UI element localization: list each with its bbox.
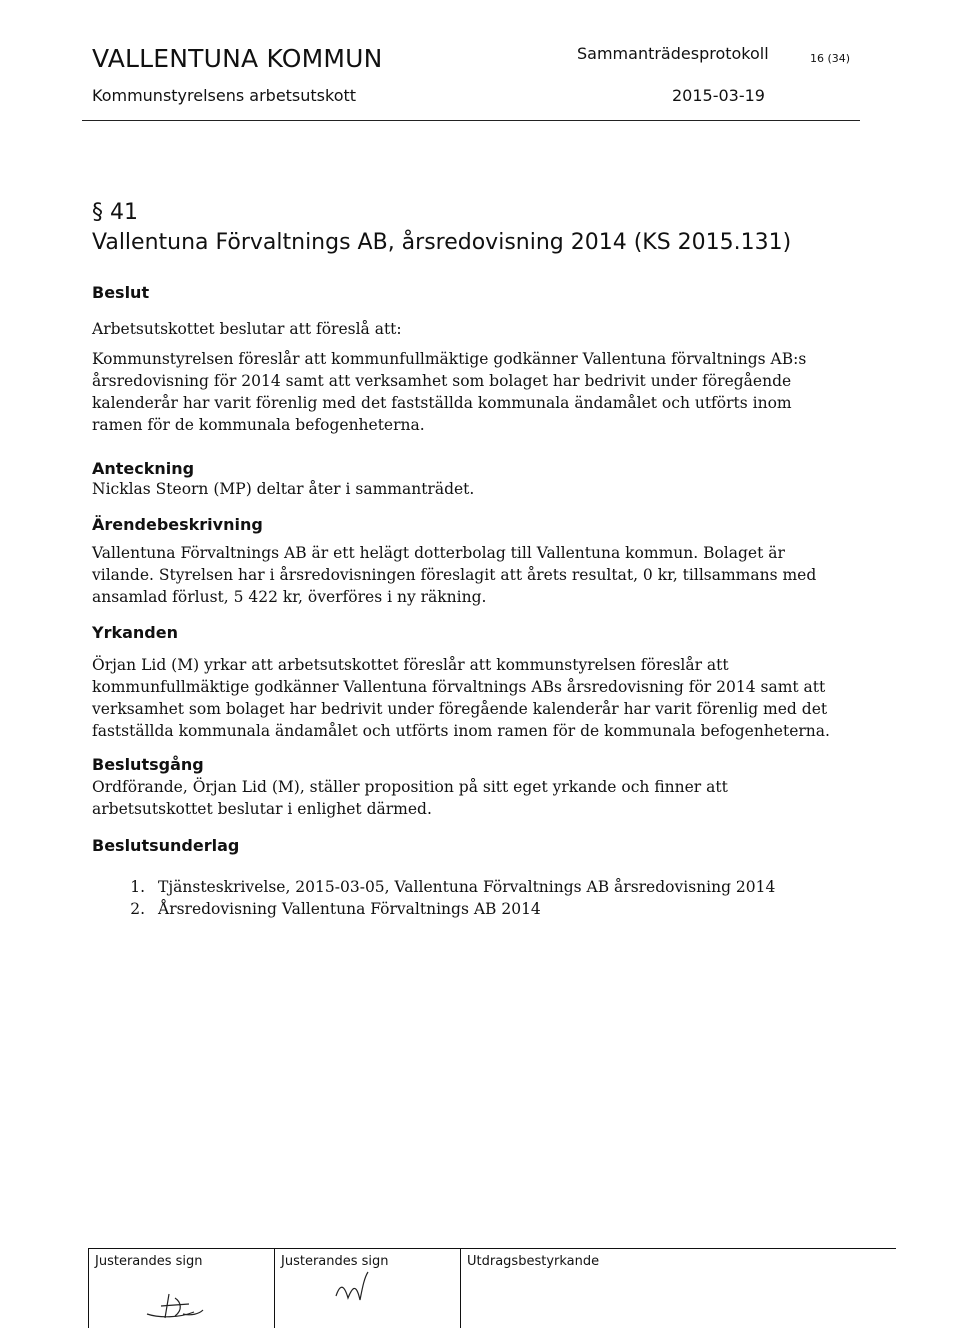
beslutsgang-heading: Beslutsgång — [92, 755, 204, 774]
list-item: 1. Tjänsteskrivelse, 2015-03-05, Vallentuna Förvaltnings AB årsredovisning 2014 — [150, 876, 775, 898]
list-item: 2. Årsredovisning Vallentuna Förvaltnings AB 2014 — [150, 898, 775, 920]
paragraph-number: § 41 — [92, 200, 138, 225]
header-divider — [82, 120, 860, 121]
signature-label-3: Utdragsbestyrkande — [467, 1254, 600, 1269]
beslutsgang-text: Ordförande, Örjan Lid (M), ställer proposition på sitt eget yrkande och finner att arbetsutskottet beslutar i enlighet därmed. — [92, 778, 728, 818]
handwritten-signature-1 — [139, 1284, 209, 1324]
beslutsunderlag-list — [92, 876, 775, 920]
arendebeskrivning-heading: Ärendebeskrivning — [92, 515, 263, 534]
yrkanden-text: Örjan Lid (M) yrkar att arbetsutskottet föreslår att kommunstyrelsen föreslår att kommunfullmäktige godkänner Vallentuna förvaltnings ABs årsredovisning för 2014 samt att verksamhet som bolaget har bedrivit under föregående kalenderår har varit förenlig med det fastställda kommunala ändamålet och utförts inom ramen för de kommunala befogenheterna. — [92, 656, 830, 740]
signature-box-2 — [274, 1248, 461, 1328]
beslut-text: Kommunstyrelsen föreslår att kommunfullmäktige godkänner Vallentuna förvaltnings AB:s årsredovisning för 2014 samt att verksamhet som bolaget har bedrivit under föregående kalenderår har varit förenlig med det fastställda kommunala ändamålet och utförts inom ramen för de kommunala befogenheterna. — [92, 350, 807, 434]
handwritten-signature-2 — [330, 1268, 390, 1308]
yrkanden-heading: Yrkanden — [92, 623, 178, 642]
signature-box-1 — [88, 1248, 275, 1328]
signature-label-1: Justerandes sign — [95, 1254, 203, 1269]
arendebeskrivning-text: Vallentuna Förvaltnings AB är ett helägt dotterbolag till Vallentuna kommun. Bolaget är vilande. Styrelsen har i årsredovisningen föreslagit att årets resultat, 0 kr, tillsammans med ansamlad förlust, 5 422 kr, överföres i ny räkning. — [92, 544, 817, 606]
organization-name: VALLENTUNA KOMMUN — [92, 44, 383, 73]
beslut-intro: Arbetsutskottet beslutar att föreslå att: — [92, 320, 402, 338]
beslut-heading: Beslut — [92, 283, 150, 302]
meeting-date: 2015-03-19 — [672, 86, 765, 105]
signature-label-2: Justerandes sign — [281, 1254, 389, 1269]
paragraph-title: Vallentuna Förvaltnings AB, årsredovisning 2014 (KS 2015.131) — [92, 230, 792, 255]
committee-name: Kommunstyrelsens arbetsutskott — [92, 86, 357, 105]
beslutsunderlag-heading: Beslutsunderlag — [92, 836, 240, 855]
page-number: 16 (34) — [810, 52, 851, 65]
anteckning-text: Nicklas Steorn (MP) deltar åter i sammanträdet. — [92, 480, 475, 498]
signature-box-3 — [460, 1248, 897, 1328]
anteckning-heading: Anteckning — [92, 459, 195, 478]
document-type: Sammanträdesprotokoll — [577, 44, 769, 63]
